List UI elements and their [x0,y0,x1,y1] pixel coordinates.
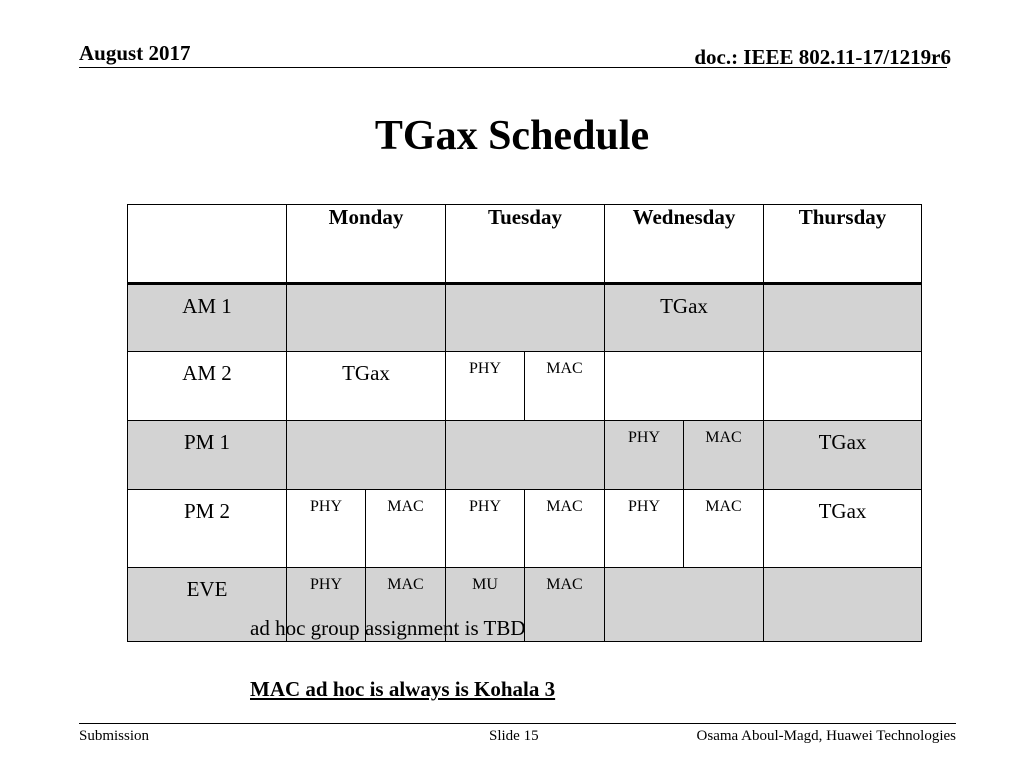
footer-author: Osama Aboul-Magd, Huawei Technologies [696,728,956,744]
row-label: EVE [128,568,287,642]
cell-wed-phy: PHY [605,490,684,568]
header-monday: Monday [287,205,446,284]
cell-tue-mac: MAC [525,352,605,421]
row-label: PM 2 [128,490,287,568]
header-thursday: Thursday [764,205,922,284]
cell-tue-mu: MU [446,568,525,642]
footer-submission: Submission [79,728,150,744]
cell-wed: TGax [605,284,764,352]
cell-wed [605,568,764,642]
cell-tue-mac: MAC [525,568,605,642]
cell-thu [764,352,922,421]
header-divider [79,67,947,68]
table-row [128,352,922,421]
cell-mon [287,421,446,490]
cell-tue [446,421,605,490]
table-row [128,421,922,490]
cell-thu [764,568,922,642]
cell-tue [446,284,605,352]
note-adhoc-assignment: ad hoc group assignment is TBD [250,616,526,640]
cell-thu [764,284,922,352]
header-doc-id: doc.: IEEE 802.11-17/1219r6 [694,45,951,69]
cell-tue-mac: MAC [525,490,605,568]
cell-mon [287,284,446,352]
footer-divider [79,723,956,724]
cell-wed-phy: PHY [605,421,684,490]
cell-thu: TGax [764,490,922,568]
cell-wed-mac: MAC [684,490,764,568]
header-wednesday: Wednesday [605,205,764,284]
header-tuesday: Tuesday [446,205,605,284]
cell-tue-phy: PHY [446,490,525,568]
table-row [128,284,922,352]
row-label: AM 2 [128,352,287,421]
cell-tue-phy: PHY [446,352,525,421]
cell-wed [605,352,764,421]
cell-mon: TGax [287,352,446,421]
header-corner-cell [128,205,287,284]
slide-title: TGax Schedule [374,113,650,159]
row-label: PM 1 [128,421,287,490]
cell-mon-phy: PHY [287,568,366,642]
schedule-table [127,204,922,642]
table-row [128,490,922,568]
row-label: AM 1 [128,284,287,352]
table-header-row [128,205,922,284]
cell-mon-mac: MAC [366,490,446,568]
cell-thu: TGax [764,421,922,490]
header-date: August 2017 [79,41,191,65]
cell-mon-phy: PHY [287,490,366,568]
note-mac-adhoc-location: MAC ad hoc is always is Kohala 3 [250,677,556,701]
footer-slide-number: Slide 15 [489,728,539,744]
cell-mon-mac: MAC [366,568,446,642]
cell-wed-mac: MAC [684,421,764,490]
